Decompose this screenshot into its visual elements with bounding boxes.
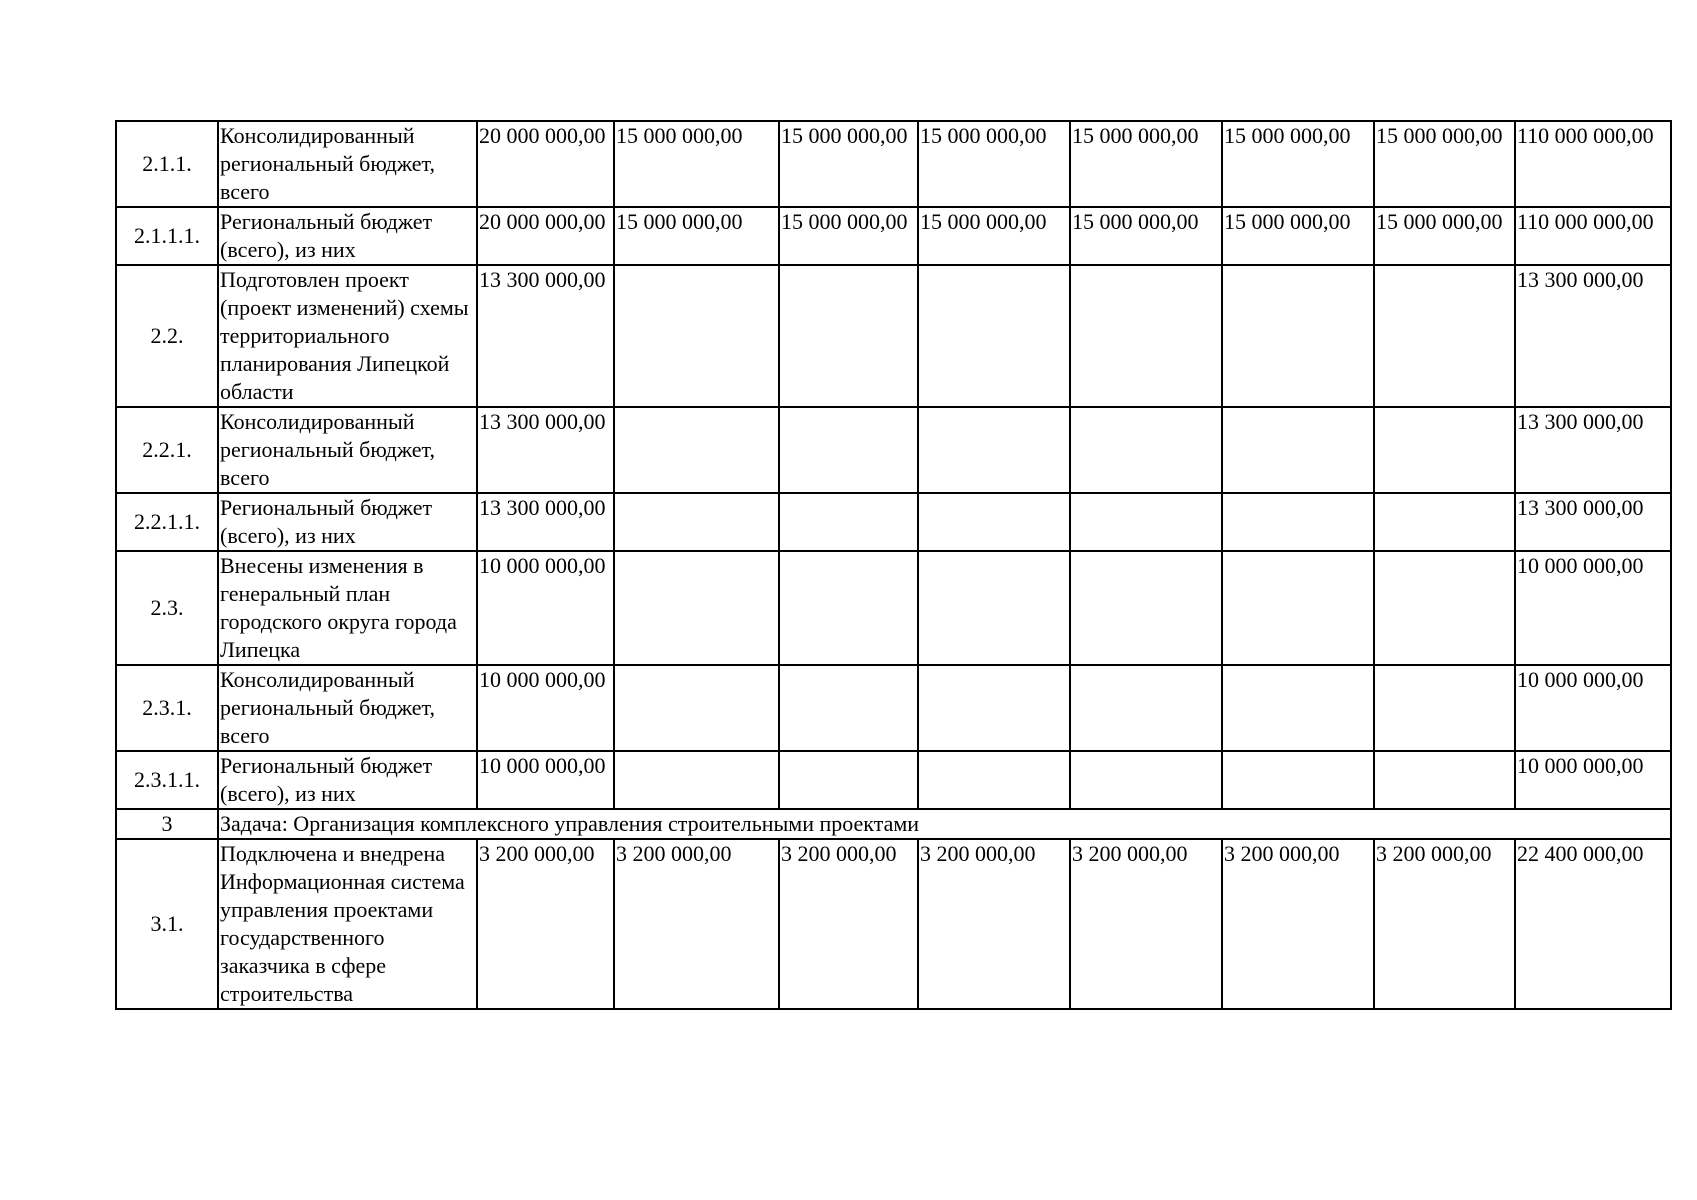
row-name: Региональный бюджет (всего), из них xyxy=(218,493,477,551)
table-body xyxy=(116,121,1671,1009)
row-name: Региональный бюджет (всего), из них xyxy=(218,207,477,265)
row-total: 10 000 000,00 xyxy=(1515,551,1671,665)
row-value xyxy=(779,407,918,493)
row-total: 13 300 000,00 xyxy=(1515,493,1671,551)
row-value xyxy=(779,665,918,751)
row-value: 15 000 000,00 xyxy=(1222,207,1374,265)
row-value xyxy=(918,407,1070,493)
row-value: 15 000 000,00 xyxy=(1070,207,1222,265)
row-value xyxy=(918,665,1070,751)
table-row xyxy=(116,839,1671,1009)
row-total: 13 300 000,00 xyxy=(1515,407,1671,493)
table-row xyxy=(116,665,1671,751)
row-value xyxy=(614,265,779,407)
task-number: 3 xyxy=(116,809,218,839)
row-value xyxy=(1374,407,1515,493)
row-value: 15 000 000,00 xyxy=(779,121,918,207)
row-value: 15 000 000,00 xyxy=(1374,121,1515,207)
row-value: 15 000 000,00 xyxy=(918,207,1070,265)
row-value: 3 200 000,00 xyxy=(614,839,779,1009)
row-total: 13 300 000,00 xyxy=(1515,265,1671,407)
row-number: 2.3.1.1. xyxy=(116,751,218,809)
row-value: 3 200 000,00 xyxy=(918,839,1070,1009)
row-number: 2.2.1. xyxy=(116,407,218,493)
row-value xyxy=(779,751,918,809)
row-value: 20 000 000,00 xyxy=(477,121,614,207)
row-value: 15 000 000,00 xyxy=(779,207,918,265)
row-value xyxy=(1222,265,1374,407)
table-row xyxy=(116,207,1671,265)
row-value xyxy=(614,407,779,493)
table-row xyxy=(116,551,1671,665)
row-value xyxy=(1374,665,1515,751)
row-name: Консолидированный региональный бюджет, всего xyxy=(218,665,477,751)
row-value xyxy=(779,265,918,407)
row-name: Консолидированный региональный бюджет, всего xyxy=(218,407,477,493)
row-total: 22 400 000,00 xyxy=(1515,839,1671,1009)
row-value xyxy=(918,751,1070,809)
row-value xyxy=(1374,751,1515,809)
row-value xyxy=(1222,551,1374,665)
row-value: 3 200 000,00 xyxy=(1374,839,1515,1009)
row-value xyxy=(918,265,1070,407)
task-title: Задача: Организация комплексного управления строительными проектами xyxy=(218,809,1671,839)
table-row xyxy=(116,265,1671,407)
table-row xyxy=(116,751,1671,809)
row-value: 15 000 000,00 xyxy=(1374,207,1515,265)
row-value: 3 200 000,00 xyxy=(1222,839,1374,1009)
row-number: 2.3.1. xyxy=(116,665,218,751)
row-value xyxy=(1374,265,1515,407)
row-value: 15 000 000,00 xyxy=(614,207,779,265)
row-value xyxy=(918,551,1070,665)
row-value xyxy=(614,493,779,551)
row-value xyxy=(1070,265,1222,407)
row-value: 15 000 000,00 xyxy=(614,121,779,207)
row-value: 10 000 000,00 xyxy=(477,551,614,665)
row-value xyxy=(1070,493,1222,551)
row-total: 10 000 000,00 xyxy=(1515,665,1671,751)
row-value xyxy=(1222,665,1374,751)
row-value xyxy=(779,551,918,665)
row-value xyxy=(1070,751,1222,809)
row-value xyxy=(1222,407,1374,493)
row-total: 110 000 000,00 xyxy=(1515,121,1671,207)
row-value: 3 200 000,00 xyxy=(1070,839,1222,1009)
row-total: 10 000 000,00 xyxy=(1515,751,1671,809)
row-number: 2.2.1.1. xyxy=(116,493,218,551)
table-row xyxy=(116,493,1671,551)
row-value xyxy=(1070,665,1222,751)
row-value xyxy=(1374,551,1515,665)
row-name: Внесены изменения в генеральный план городского округа города Липецка xyxy=(218,551,477,665)
row-number: 2.1.1. xyxy=(116,121,218,207)
row-value xyxy=(614,551,779,665)
task-row xyxy=(116,809,1671,839)
budget-table xyxy=(115,120,1672,1010)
row-value: 13 300 000,00 xyxy=(477,407,614,493)
row-value: 13 300 000,00 xyxy=(477,493,614,551)
row-value: 15 000 000,00 xyxy=(918,121,1070,207)
table-row xyxy=(116,121,1671,207)
row-number: 3.1. xyxy=(116,839,218,1009)
row-value xyxy=(779,493,918,551)
row-number: 2.1.1.1. xyxy=(116,207,218,265)
row-value: 10 000 000,00 xyxy=(477,665,614,751)
row-value: 15 000 000,00 xyxy=(1222,121,1374,207)
row-name: Подключена и внедрена Информационная система управления проектами государственного заказчика в сфере строительства xyxy=(218,839,477,1009)
row-number: 2.2. xyxy=(116,265,218,407)
row-value xyxy=(1070,407,1222,493)
row-value xyxy=(1222,493,1374,551)
row-value: 15 000 000,00 xyxy=(1070,121,1222,207)
row-number: 2.3. xyxy=(116,551,218,665)
row-total: 110 000 000,00 xyxy=(1515,207,1671,265)
row-value: 3 200 000,00 xyxy=(477,839,614,1009)
row-value xyxy=(1222,751,1374,809)
row-value xyxy=(918,493,1070,551)
row-value xyxy=(1374,493,1515,551)
row-value xyxy=(1070,551,1222,665)
row-name: Подготовлен проект (проект изменений) схемы территориального планирования Липецкой области xyxy=(218,265,477,407)
row-name: Региональный бюджет (всего), из них xyxy=(218,751,477,809)
row-name: Консолидированный региональный бюджет, всего xyxy=(218,121,477,207)
row-value: 20 000 000,00 xyxy=(477,207,614,265)
row-value: 10 000 000,00 xyxy=(477,751,614,809)
row-value: 3 200 000,00 xyxy=(779,839,918,1009)
row-value xyxy=(614,751,779,809)
table-row xyxy=(116,407,1671,493)
row-value xyxy=(614,665,779,751)
row-value: 13 300 000,00 xyxy=(477,265,614,407)
